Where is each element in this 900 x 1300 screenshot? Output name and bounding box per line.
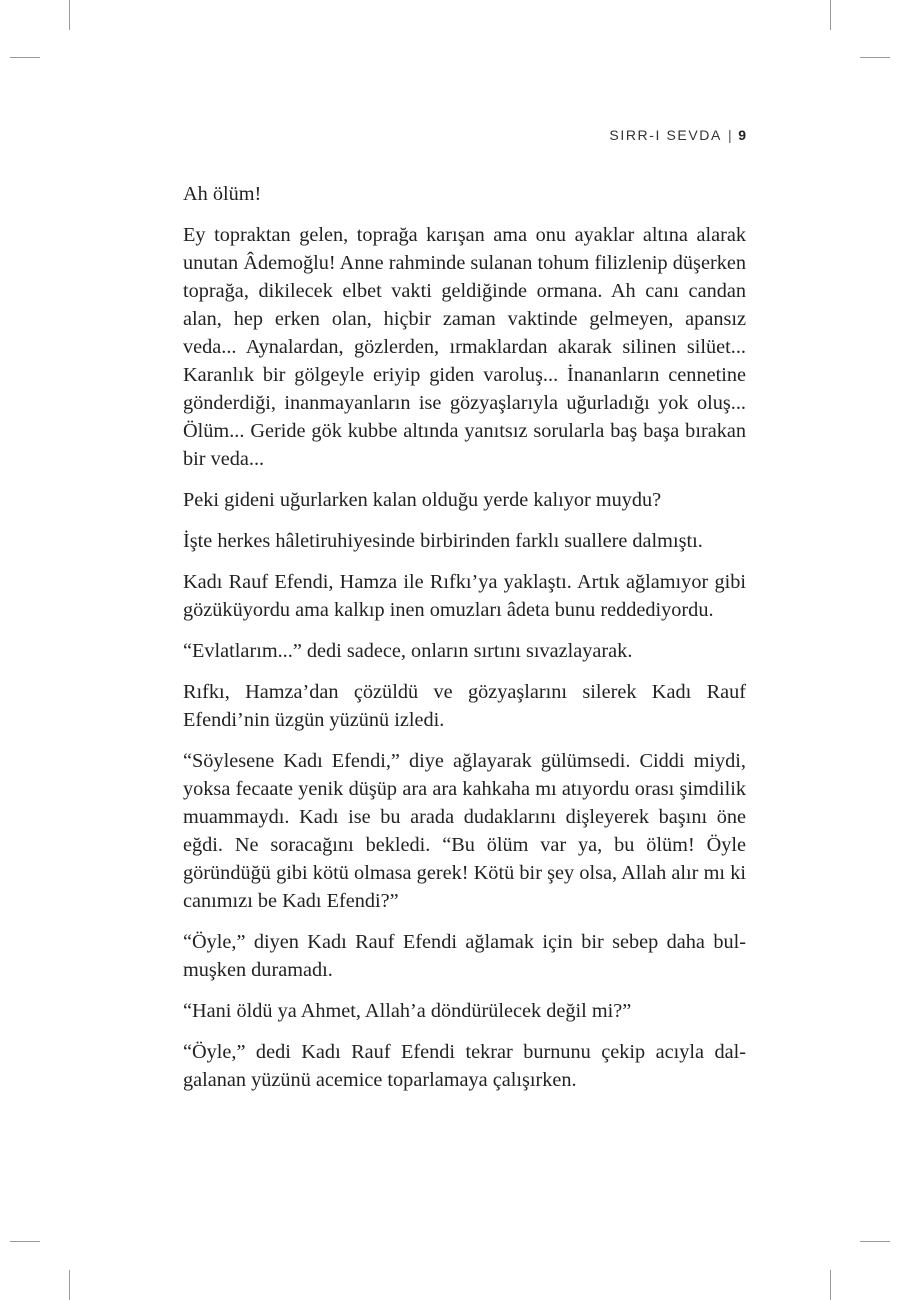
paragraph: Ah ölüm! (183, 183, 262, 205)
body-text (183, 180, 746, 1107)
paragraph: “Öyle,” diyen Kadı Rauf Efendi ağlamak için bir sebep daha bulmuşken duramadı. (183, 931, 746, 981)
paragraph: Peki gideni uğurlarken kalan olduğu yerde kalıyor muydu? (183, 489, 662, 511)
paragraph: “Söylesene Kadı Efendi,” diye ağlayarak gülümsedi. Ciddi miydi, yoksa fecaate yenik düşüp ara ara kahkaha mı atıyordu orası şimdilik muammaydı. Kadı ise bu arada dudaklarını dişleyerek başını öne eğdi. Ne soracağını bekledi. “Bu ölüm var ya, bu ölüm! Öyle göründüğü gibi kötü olmasa gerek! Kötü bir şey olsa, Allah alır mı ki canımızı be Kadı Efendi?” (183, 750, 746, 912)
crop-mark-bottom-left (69, 1270, 70, 1300)
paragraph: “Öyle,” dedi Kadı Rauf Efendi tekrar burnunu çekip acıyla dalgalanan yüzünü acemice toparlamaya çalışırken. (183, 1041, 746, 1091)
paragraph: Kadı Rauf Efendi, Hamza ile Rıfkı’ya yaklaştı. Artık ağlamıyor gibi gözüküyordu ama kalkıp inen omuzları âdeta bunu reddediyordu. (183, 571, 746, 621)
crop-mark-left-top (10, 57, 40, 58)
paragraph: “Evlatlarım...” dedi sadece, onların sırtını sıvazlayarak. (183, 640, 633, 662)
paragraph: İşte herkes hâletiruhiyesinde birbirinden farklı suallere dalmıştı. (183, 530, 703, 552)
crop-mark-right-bottom (860, 1241, 890, 1242)
paragraph: Ey topraktan gelen, toprağa karışan ama onu ayaklar altına alarak unutan Âdemoğlu! Anne rahminde sulanan tohum filizlenip düşerken toprağa, dikilecek elbet vakti geldiğinde ormana. Ah canı candan alan, hep erken olan, hiçbir zaman vaktinde gelmeyen, apansız veda... Aynalardan, gözlerden, ırmaklardan akarak silinen silüet... Karanlık bir gölgeyle eriyip giden varoluş... İnananların cennetine gönderdiği, inanmayanların ise gözyaşlarıyla uğurladığı yok oluş... Ölüm... Geride gök kubbe altında yanıtsız sorularla baş başa bırakan bir veda... (183, 224, 746, 470)
crop-mark-right-top (860, 57, 890, 58)
page-number: 9 (738, 127, 746, 143)
crop-mark-left-bottom (10, 1241, 40, 1242)
crop-mark-top-left (69, 0, 70, 30)
header-separator: | (727, 127, 734, 143)
crop-mark-bottom-right (830, 1270, 831, 1300)
crop-mark-top-right (830, 0, 831, 30)
paragraph: Rıfkı, Hamza’dan çözüldü ve gözyaşlarını silerek Kadı Rauf Efendi’nin üzgün yüzünü izledi. (183, 681, 746, 731)
paragraph: “Hani öldü ya Ahmet, Allah’a döndürülecek değil mi?” (183, 1000, 632, 1022)
running-header (609, 127, 746, 143)
book-title: SIRR-I SEVDA (609, 127, 722, 143)
